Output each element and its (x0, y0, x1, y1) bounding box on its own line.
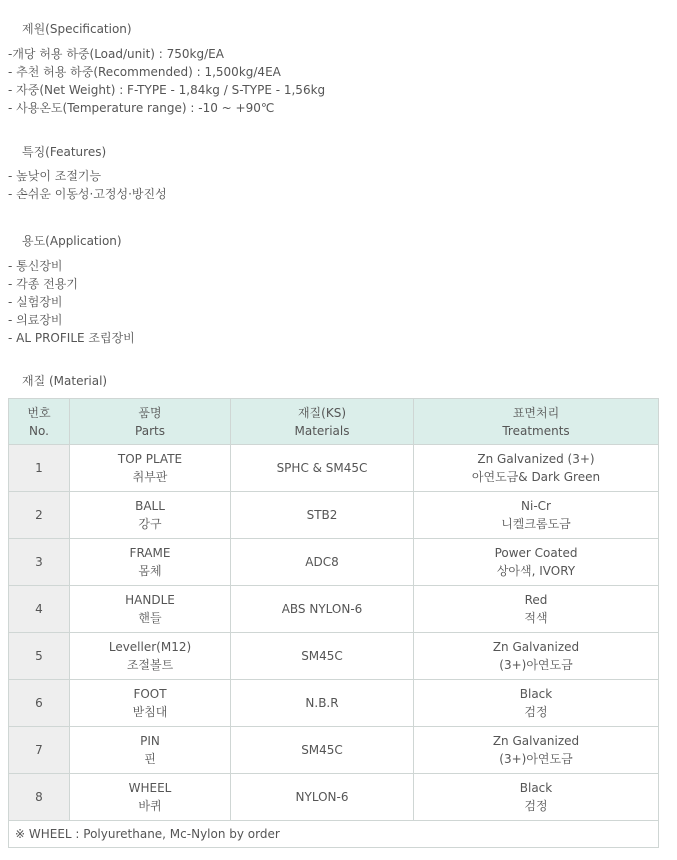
treatment-line-1: Power Coated (494, 546, 578, 560)
header-parts (70, 399, 231, 445)
part-ko: 받침대 (132, 705, 168, 719)
part-ko: 바퀴 (138, 799, 162, 813)
row-number: 2 (9, 492, 70, 539)
material-title: 재질 (Material) (22, 374, 108, 388)
row-number: 3 (9, 539, 70, 586)
footnote: ※ WHEEL : Polyurethane, Mc-Nylon by order (9, 821, 659, 848)
row-part (70, 492, 231, 539)
row-material: NYLON-6 (231, 774, 414, 821)
part-en: BALL (135, 499, 165, 513)
table-row (9, 586, 659, 633)
row-number: 8 (9, 774, 70, 821)
part-ko: 핸들 (138, 611, 162, 625)
row-treatment (414, 445, 659, 492)
row-material: SM45C (231, 633, 414, 680)
header-no (9, 399, 70, 445)
row-treatment (414, 492, 659, 539)
row-part (70, 445, 231, 492)
features-title: 특징(Features) (22, 145, 107, 159)
header-materials-en: Materials (294, 423, 350, 438)
row-number: 1 (9, 445, 70, 492)
treatment-line-2: (3+)아연도금 (499, 658, 573, 672)
row-material: ADC8 (231, 539, 414, 586)
part-ko: 몸체 (138, 564, 162, 578)
header-treatments (414, 399, 659, 445)
treatment-line-1: Ni-Cr (521, 499, 551, 513)
part-en: HANDLE (125, 593, 175, 607)
application-item: - AL PROFILE 조립장비 (8, 331, 135, 345)
header-materials (231, 399, 414, 445)
table-header-row (9, 399, 659, 445)
row-number: 7 (9, 727, 70, 774)
specification-title: 제원(Specification) (22, 22, 132, 36)
row-treatment (414, 633, 659, 680)
table-row (9, 774, 659, 821)
row-part (70, 633, 231, 680)
header-no-en: No. (29, 423, 49, 438)
application-item: - 의료장비 (8, 313, 63, 327)
treatment-line-1: Black (519, 687, 553, 701)
row-material: ABS NYLON-6 (231, 586, 414, 633)
header-treatments-en: Treatments (502, 423, 570, 438)
material-table (8, 398, 659, 848)
application-title: 용도(Application) (22, 234, 122, 248)
row-part (70, 727, 231, 774)
row-treatment (414, 539, 659, 586)
part-en: WHEEL (128, 781, 172, 795)
table-row (9, 539, 659, 586)
row-treatment (414, 680, 659, 727)
row-number: 5 (9, 633, 70, 680)
header-no-ko: 번호 (27, 405, 51, 420)
treatment-line-1: Zn Galvanized (492, 640, 580, 654)
spec-item-load: -개당 허용 하중(Load/unit) : 750kg/EA (8, 47, 224, 61)
application-list (8, 257, 135, 347)
part-en: FRAME (129, 546, 171, 560)
feature-item: - 높낮이 조절기능 (8, 169, 102, 183)
treatment-line-2: 아연도금& Dark Green (471, 470, 601, 484)
part-en: Leveller(M12) (108, 640, 192, 654)
row-part (70, 680, 231, 727)
row-material: N.B.R (231, 680, 414, 727)
table-row (9, 727, 659, 774)
row-treatment (414, 774, 659, 821)
spec-item-net-weight: - 자중(Net Weight) : F-TYPE - 1,84kg / S-TYPE - 1,56kg (8, 83, 326, 97)
treatment-line-1: Zn Galvanized (492, 734, 580, 748)
part-ko: 취부판 (132, 470, 168, 484)
row-material: SPHC & SM45C (231, 445, 414, 492)
table-row (9, 633, 659, 680)
treatment-line-2: 니켈크롬도금 (501, 517, 571, 531)
treatment-line-1: Zn Galvanized (3+) (477, 452, 595, 466)
treatment-line-2: 검정 (524, 705, 548, 719)
treatment-line-1: Red (524, 593, 548, 607)
part-en: PIN (140, 734, 160, 748)
specification-list (8, 45, 325, 117)
row-treatment (414, 586, 659, 633)
table-row (9, 492, 659, 539)
application-item: - 각종 전용기 (8, 277, 78, 291)
spec-item-temperature: - 사용온도(Temperature range) : -10 ~ +90℃ (8, 101, 275, 115)
table-row (9, 680, 659, 727)
header-treatments-ko: 표면처리 (512, 405, 560, 420)
treatment-line-2: 적색 (524, 611, 548, 625)
treatment-line-2: 검정 (524, 799, 548, 813)
spec-item-recommended: - 추천 허용 하중(Recommended) : 1,500kg/4EA (8, 65, 281, 79)
row-material: SM45C (231, 727, 414, 774)
treatment-line-1: Black (519, 781, 553, 795)
header-parts-en: Parts (135, 423, 165, 438)
feature-item: - 손쉬운 이동성·고정성·방진성 (8, 187, 167, 201)
application-item: - 실험장비 (8, 295, 63, 309)
part-en: TOP PLATE (117, 452, 183, 466)
features-list (8, 167, 167, 203)
part-ko: 강구 (138, 517, 162, 531)
treatment-line-2: 상아색, IVORY (496, 564, 576, 578)
row-part (70, 774, 231, 821)
part-ko: 조절볼트 (126, 658, 174, 672)
row-part (70, 539, 231, 586)
treatment-line-2: (3+)아연도금 (499, 752, 573, 766)
table-row (9, 445, 659, 492)
application-item: - 통신장비 (8, 259, 63, 273)
row-part (70, 586, 231, 633)
header-materials-ko: 재질(KS) (297, 405, 347, 420)
row-material: STB2 (231, 492, 414, 539)
footnote-row (9, 821, 659, 848)
part-ko: 핀 (144, 752, 156, 766)
header-parts-ko: 품명 (138, 405, 162, 420)
row-treatment (414, 727, 659, 774)
part-en: FOOT (133, 687, 167, 701)
row-number: 6 (9, 680, 70, 727)
row-number: 4 (9, 586, 70, 633)
